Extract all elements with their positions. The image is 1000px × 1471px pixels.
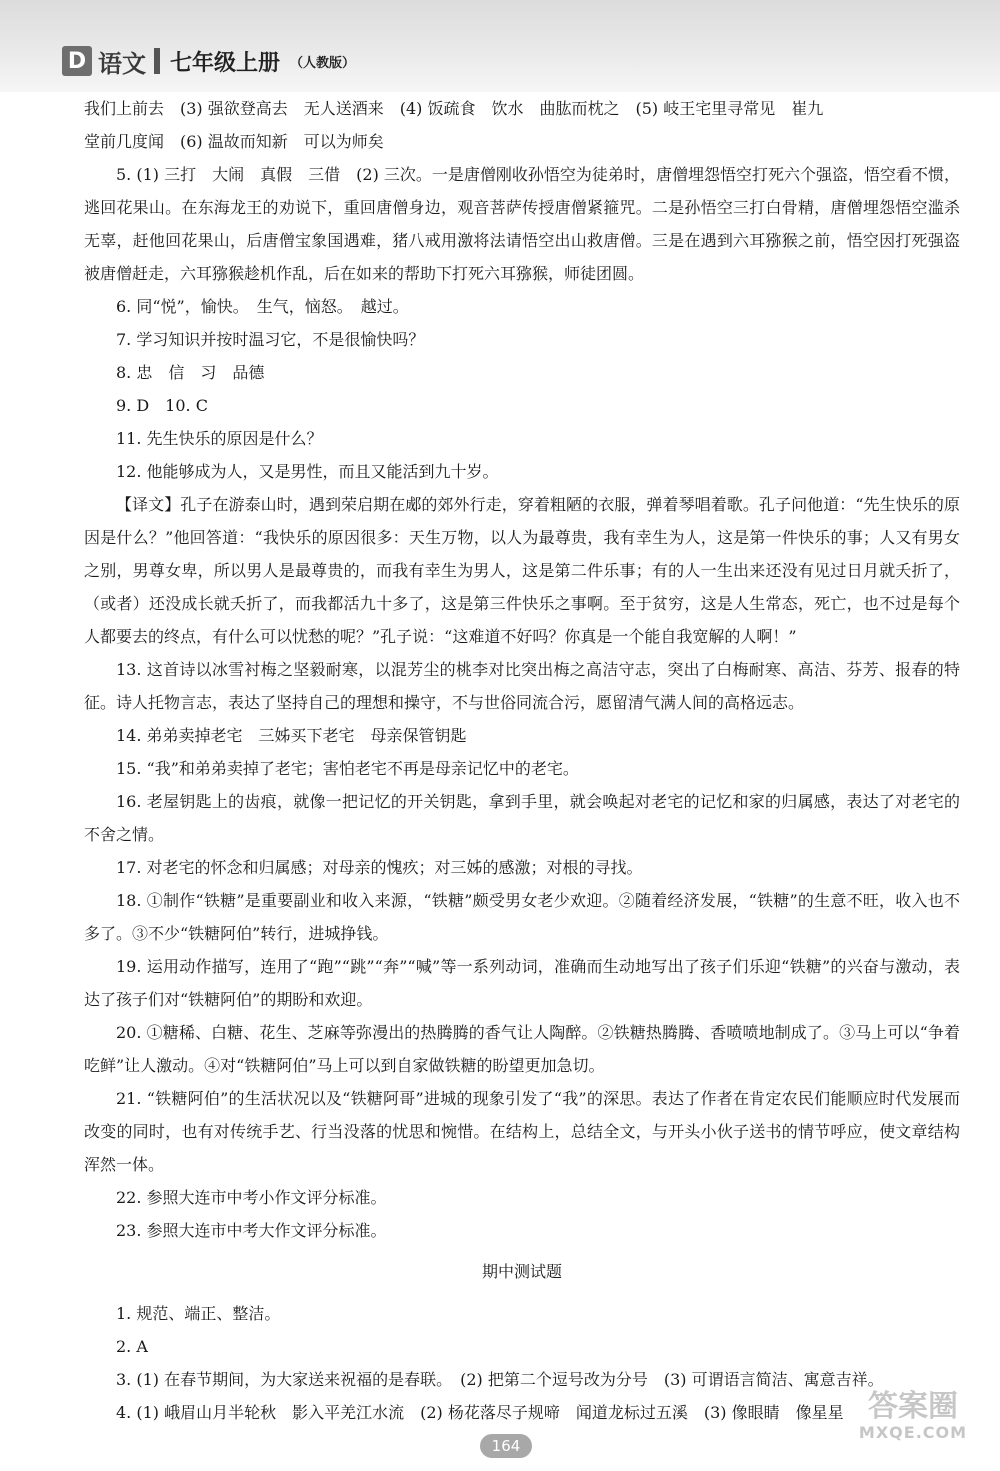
grade-label: 七年级上册 (170, 50, 281, 76)
page-header (62, 44, 355, 78)
answer-line: 9. D 10. C (116, 396, 208, 415)
section-title: 期中测试题 (481, 1262, 562, 1281)
answer-line: 我们上前去 (3) 强欲登高去 无人送酒来 (4) 饭疏食 饮水 曲肱而枕之 (5) 岐王宅里寻常见 崔九 (84, 99, 824, 118)
watermark-url: MXQE.COM (858, 1423, 968, 1442)
answer-line: 12. 他能够成为人，又是男性，而且又能活到九十岁。 (116, 462, 499, 481)
answer-content (84, 92, 960, 1429)
answer-line: 19. 运用动作描写，连用了“跑”“跳”“奔”“喊”等一系列动词，准确而生动地写出了孩子们乐迎“铁糖”的兴奋与激动，表达了孩子们对“铁糖阿伯”的期盼和欢迎。 (84, 957, 960, 1009)
answer-line: 16. 老屋钥匙上的齿痕，就像一把记忆的开关钥匙，拿到手里，就会唤起对老宅的记忆和家的归属感，表达了对老宅的不舍之情。 (84, 792, 960, 844)
watermark-text: 答案圈 (868, 1389, 958, 1424)
level-badge: D (62, 46, 92, 76)
answer-line: 3. (1) 在春节期间，为大家送来祝福的是春联。 (2) 把第二个逗号改为分号 (3) 可谓语言简洁、寓意吉祥。 (116, 1370, 884, 1389)
answer-line: 1. 规范、端正、整洁。 (116, 1304, 281, 1323)
answer-block-midterm (84, 1297, 960, 1429)
answer-line: 6. 同“悦”，愉快。 生气，恼怒。 越过。 (116, 297, 409, 316)
page-number: 164 (480, 1434, 532, 1458)
answer-line: 【译文】孔子在游泰山时，遇到荣启期在郕的郊外行走，穿着粗陋的衣服，弹着琴唱着歌。孔子问他道：“先生快乐的原因是什么？”他回答道：“我快乐的原因很多：天生万物，以人为最尊贵，我有幸生为人，这是第一件快乐的事；人又有男女之别，男尊女卑，所以男人是最尊贵的，而我有幸生为男人，这是第二件乐事；有的人一生出来还没有见过日月就夭折了，（或者）还没成长就夭折了，而我都活九十多了，这是第三件快乐之事啊。至于贫穷，这是人生常态，死亡，也不过是每个人都要去的终点，有什么可以忧愁的呢？”孔子说：“这难道不好吗？你真是一个能自我宽解的人啊！” (84, 495, 960, 646)
answer-line: 14. 弟弟卖掉老宅 三姊买下老宅 母亲保管钥匙 (116, 726, 467, 745)
answer-line: 22. 参照大连市中考小作文评分标准。 (116, 1188, 387, 1207)
answer-line: 11. 先生快乐的原因是什么？ (116, 429, 323, 448)
answer-line: 7. 学习知识并按时温习它，不是很愉快吗？ (116, 330, 425, 349)
answer-line: 17. 对老宅的怀念和归属感；对母亲的愧疚；对三姊的感激；对根的寻找。 (116, 858, 643, 877)
answer-line: 4. (1) 峨眉山月半轮秋 影入平羌江水流 (2) 杨花落尽子规啼 闻道龙标过五溪 (3) 像眼睛 像星星 (116, 1403, 844, 1422)
answer-line: 18. ①制作“铁糖”是重要副业和收入来源，“铁糖”颇受男女老少欢迎。②随着经济发展，“铁糖”的生意不旺，收入也不多了。③不少“铁糖阿伯”转行，进城挣钱。 (84, 891, 960, 943)
answer-line: 23. 参照大连市中考大作文评分标准。 (116, 1221, 387, 1240)
subject-label: 语文 (98, 49, 146, 78)
answer-line: 2. A (116, 1337, 148, 1356)
answer-line: 21. “铁糖阿伯”的生活状况以及“铁糖阿哥”进城的现象引发了“我”的深思。表达了作者在肯定农民们能顺应时代发展而改变的同时，也有对传统手艺、行当没落的忧思和惋惜。在结构上，总结全文，与开头小伙子送书的情节呼应，使文章结构浑然一体。 (84, 1089, 960, 1174)
answer-line: 5. (1) 三打 大闹 真假 三借 (2) 三次。一是唐僧刚收孙悟空为徒弟时，唐僧埋怨悟空打死六个强盗，悟空看不惯，逃回花果山。在东海龙王的劝说下，重回唐僧身边，观音菩萨传授唐僧紧箍咒。二是孙悟空三打白骨精，唐僧埋怨悟空滥杀无辜，赶他回花果山，后唐僧宝象国遇难，猪八戒用激将法请悟空出山救唐僧。三是在遇到六耳猕猴之前，悟空因打死强盗被唐僧赶走，六耳猕猴趁机作乱，后在如来的帮助下打死六耳猕猴，师徒团圆。 (84, 165, 960, 283)
answer-line: 堂前几度闻 (6) 温故而知新 可以为师矣 (84, 132, 384, 151)
answer-line: 15. “我”和弟弟卖掉了老宅；害怕老宅不再是母亲记忆中的老宅。 (116, 759, 579, 778)
answer-line: 20. ①糖稀、白糖、花生、芝麻等弥漫出的热腾腾的香气让人陶醉。②铁糖热腾腾、香喷喷地制成了。③马上可以“争着吃鲜”让人激动。④对“铁糖阿伯”马上可以到自家做铁糖的盼望更加急切。 (84, 1023, 960, 1075)
answer-block-unit (84, 92, 960, 1247)
edition-label: （人教版） (290, 55, 356, 71)
answer-line: 13. 这首诗以冰雪衬梅之坚毅耐寒，以混芳尘的桃李对比突出梅之高洁守志，突出了白梅耐寒、高洁、芬芳、报春的特征。诗人托物言志，表达了坚持自己的理想和操守，不与世俗同流合污，愿留清气满人间的高格远志。 (84, 660, 960, 712)
watermark-logo (838, 1389, 988, 1462)
header-divider (154, 48, 160, 74)
answer-line: 8. 忠 信 习 品德 (116, 363, 265, 382)
